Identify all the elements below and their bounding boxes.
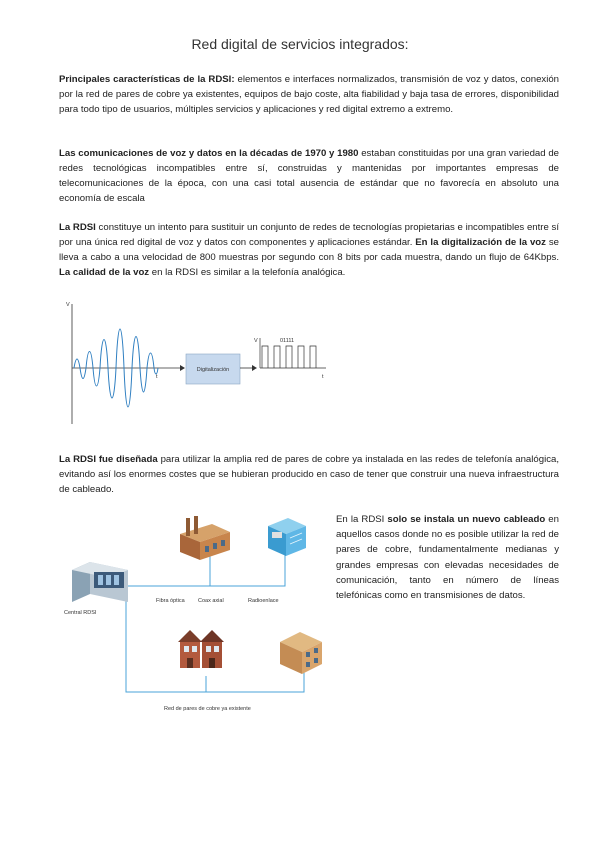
body-text: para utilizar la amplia red de pares de cobre ya instalada en las redes de telefonía analógica, evitando así los enormes costes que se hubieran producido en caso de tener que construir una nueva infraestructura de cableado. xyxy=(59,454,559,495)
bold-text: La RDSI xyxy=(59,222,96,233)
bold-text: Las comunicaciones de voz y datos en la décadas de 1970 y 1980 xyxy=(59,148,359,159)
coax-label: Coax axial xyxy=(198,598,224,604)
axis-label-t: t xyxy=(156,374,158,380)
radio-label: Radioenlace xyxy=(248,598,279,604)
axis-label-t2: t xyxy=(322,374,324,380)
page-title: Red digital de servicios integrados: xyxy=(191,36,409,52)
arrow-head xyxy=(180,365,185,371)
network-diagram xyxy=(60,512,330,718)
body-text: En la RDSI xyxy=(336,514,388,525)
body-text: en aquellos casos donde no es posible utilizar la red de pares de cobre, fundamentalmente medianas y grandes empresas con elevadas necesidades de comunicación, tanto en número de líneas telefónicas como en transmisiones de datos. xyxy=(336,514,559,602)
bold-text: La calidad de la voz xyxy=(59,267,150,278)
axis-label-v2: V xyxy=(254,338,258,344)
paragraph-history xyxy=(59,146,559,206)
body-text: elementos e interfaces normalizados, transmisión de voz y datos, conexión por la red de pares de cobre ya existentes, equipos de bajo coste, alta fiabilidad y baja tasa de errores, disponibilidad para todo tipo de usuarios, múltiples servicios y aplicaciones y red digital extremo a extremo. xyxy=(59,74,560,115)
houses-icon xyxy=(178,630,224,668)
bits-label: 01111 xyxy=(280,338,295,344)
apartment-building-icon xyxy=(280,632,322,674)
body-text: estaban constituidas por una gran variedad de redes tecnológicas incompatibles entre sí, construidas y mantenidas por importantes empresas de telecomunicaciones de la época, con una casi total ausencia de estándar que no favorecía en absoluto una economía de escala xyxy=(59,148,559,204)
bold-text: Principales características de la RDSI: xyxy=(59,74,235,85)
paragraph-rdsi xyxy=(59,220,559,280)
pares-label: Red de pares de cobre ya existente xyxy=(164,706,251,712)
bold-text: La RDSI fue diseñada xyxy=(59,454,158,465)
axis-label-v: V xyxy=(66,302,70,308)
digitalization-label: Digitalización xyxy=(196,367,230,373)
paragraph-design xyxy=(59,452,559,497)
central-label: Central RDSI xyxy=(64,610,97,616)
digital-signal xyxy=(262,346,316,368)
office-building-icon xyxy=(268,518,306,556)
fibra-label: Fibra óptica xyxy=(156,598,185,604)
body-text: se lleva a cabo a una velocidad de 800 muestras por segundo con 8 bits por cada muestra, dando un flujo de 64Kbps. xyxy=(59,237,559,263)
factory-icon xyxy=(180,516,230,560)
body-text: constituye un intento para sustituir un conjunto de redes de tecnologías propietarias e incompatibles entre sí por una única red digital de voz y datos con componentes y aplicaciones estándar. xyxy=(59,222,559,248)
central-building-icon xyxy=(72,562,128,602)
paragraph-new-cabling xyxy=(336,512,559,603)
body-text: en la RDSI es similar a la telefonía analógica. xyxy=(149,267,346,278)
paragraph-features xyxy=(59,72,559,117)
bold-text: En la digitalización de la voz xyxy=(415,237,546,248)
bold-text: solo se instala un nuevo cableado xyxy=(387,514,546,525)
digitization-diagram xyxy=(60,296,340,428)
arrow-head xyxy=(252,365,257,371)
